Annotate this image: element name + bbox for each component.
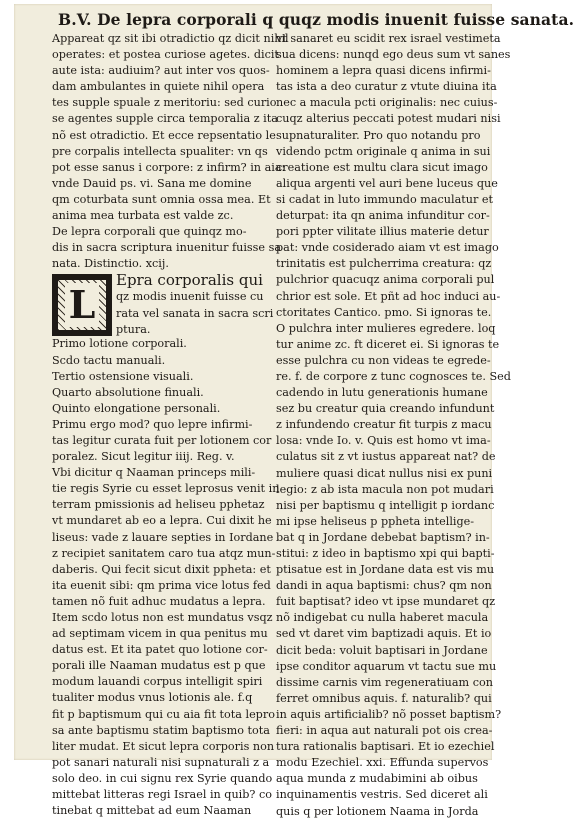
- text-line: sed vt daret vim baptizadi aquis. Et io: [276, 627, 492, 641]
- left-column: [52, 31, 289, 819]
- text-line: Scdo tactu manuali.: [52, 353, 166, 367]
- text-line: fit p baptismum qui cu aia fit tota lepro: [52, 707, 275, 721]
- text-line: ita euenit sibi: qm prima vice lotus fed: [52, 578, 271, 592]
- text-line: Tertio ostensione visuali.: [52, 369, 194, 383]
- text-line: liter mudat. Et sicut lepra corporis non: [52, 739, 275, 753]
- text-line: aute ista: audiuim? aut inter vos quos-: [52, 64, 270, 78]
- text-line: si cadat in luto immundo maculatur et: [276, 192, 493, 206]
- text-line: vnde Dauid ps. vi. Sana me domine: [52, 176, 252, 190]
- text-line: legio: z ab ista macula non pot mudari: [276, 482, 494, 496]
- text-line: videndo pctm originale q anima in sui: [276, 144, 491, 158]
- text-line: fuit baptisat? ideo vt ipse mundaret qz: [276, 595, 496, 609]
- initial-letter: L: [65, 283, 100, 327]
- text-line: Item scdo lotus non est mundatus vsqz: [52, 611, 273, 624]
- right-column: [276, 31, 511, 820]
- text-line: vt sanaret eu scidit rex israel vestimeta: [276, 32, 501, 45]
- text-line: chrior est sole. Et pñt ad hoc induci au-: [276, 289, 501, 303]
- text-line: ctoritates Cantico. pmo. Si ignoras te.: [276, 305, 492, 319]
- text-line: pot sanari naturali nisi supnaturali z a: [52, 755, 270, 769]
- text-line: nõ indigebat cu nulla haberet macula: [276, 611, 489, 625]
- text-line: z recipiet sanitatem caro tua atqz mun-: [52, 546, 276, 560]
- text-line: cadendo in lutu generationis humane: [276, 386, 488, 400]
- text-line: liseus: vade z lauare septies in Iordane: [52, 530, 274, 544]
- text-line: Primo lotione corporali.: [52, 337, 187, 351]
- text-line: sa ante baptismu statim baptismo tota: [52, 723, 270, 737]
- book-page: [14, 4, 574, 818]
- text-line: tamen nõ fuit adhuc mudatus a lepra.: [52, 594, 266, 608]
- text-line: losa: vnde Io. v. Quis est homo vt ima-: [276, 434, 491, 448]
- running-head: B.V. De lepra corporali q quqz modis inuenit fuisse sanata.: [58, 10, 574, 29]
- text-line: pre corpalis intellecta spualiter: vn qs: [52, 144, 268, 158]
- text-line: modum lauandi corpus intelligit spiri: [52, 675, 263, 689]
- text-line: z infundendo creatur fit turpis z macu: [276, 418, 492, 432]
- text-line: deturpat: ita qn anima infunditur cor-: [276, 209, 490, 223]
- text-line: modu Ezechiel. xxi. Effunda supervos: [276, 756, 489, 770]
- text-line: pat: vnde cosiderado aiam vt est imago: [276, 241, 499, 255]
- text-line: dis in sacra scriptura inuenitur fuisse sa: [52, 241, 281, 255]
- text-line: nec a macula pcti originalis: nec cuius-: [276, 96, 498, 110]
- text-line: tur anime zc. ft diceret ei. Si ignoras te: [276, 337, 500, 351]
- text-line: anima mea turbata est valde zc.: [52, 209, 234, 223]
- text-line: daberis. Qui fecit sicut dixit ppheta: et: [52, 562, 271, 576]
- text-line: re. f. de corpore z tunc cognosces te. Sed: [276, 369, 511, 383]
- text-line: aliqua argenti vel auri bene luceus que: [276, 176, 498, 190]
- text-line: fieri: in aqua aut naturali pot ois crea-: [276, 724, 493, 738]
- text-line: dicit beda: voluit baptisari in Jordane: [276, 643, 488, 657]
- text-line: Primu ergo mod? quo lepre infirmi-: [52, 417, 253, 431]
- text-line: operates: et postea curiose agetes. dicit: [52, 48, 279, 62]
- text-line: rata vel sanata in sacra scri: [116, 306, 274, 320]
- left-column-top-text: [52, 31, 289, 272]
- text-line: ipse conditor aquarum vt tactu sue mu: [276, 659, 497, 673]
- text-line: pulchrior quacuqz anima corporali pul: [276, 273, 495, 287]
- text-line: ferret omnibus aquis. f. naturalib? qui: [276, 691, 492, 705]
- text-line: tualiter modus vnus lotionis ale. f.q: [52, 691, 253, 705]
- text-line: aqua munda z mudabimini ab oibus: [276, 772, 478, 786]
- text-line: tas legitur curata fuit per lotionem cor: [52, 433, 272, 447]
- text-line: Quarto absolutione finuali.: [52, 385, 204, 399]
- text-line: Epra corporalis qui: [116, 271, 263, 290]
- left-column-bottom-text: [52, 336, 280, 819]
- text-line: tinebat q mittebat ad eum Naaman: [52, 804, 252, 818]
- decorated-initial-icon: [52, 274, 112, 336]
- text-line: muliere quasi dicat nullus nisi ex puni: [276, 466, 493, 480]
- text-line: datus est. Et ita patet quo lotione cor-: [52, 643, 268, 657]
- text-line: poralez. Sicut legitur iiij. Reg. v.: [52, 450, 235, 464]
- text-line: hominem a lepra quasi dicens infirmi-: [276, 64, 491, 78]
- text-line: tie regis Syrie cu esset leprosus venit in: [52, 482, 280, 496]
- text-line: cuqz alterius peccati potest mudari nisi: [276, 112, 501, 126]
- text-line: dandi in aqua baptismi: chus? qm non: [276, 579, 492, 593]
- text-line: Appareat qz sit ibi otradictio qz dicit nihil: [52, 32, 289, 45]
- text-line: supnaturaliter. Pro quo notandu pro: [276, 128, 481, 142]
- text-line: Vbi dicitur q Naaman princeps mili-: [52, 466, 256, 480]
- text-line: qm coturbata sunt omnia ossa mea. Et: [52, 192, 271, 206]
- text-line: ad septimam vicem in qua penitus mu: [52, 627, 268, 641]
- text-line: bat q in Jordane debebat baptism? in-: [276, 530, 490, 544]
- text-line: culatus sit z vt iustus appareat nat? de: [276, 450, 496, 464]
- text-line: dissime carnis vim regeneratiuam con: [276, 675, 493, 689]
- text-line: mi ipse heliseus p ppheta intellige-: [276, 514, 475, 528]
- text-line: sez bu creatur quia creando infundunt: [276, 402, 495, 416]
- text-line: De lepra corporali que quinqz mo-: [52, 225, 247, 239]
- text-line: ptisatue est in Jordane data est vis mu: [276, 563, 495, 577]
- text-line: nisi per baptismu q intelligit p iordanc: [276, 498, 495, 512]
- text-line: se agentes supple circa temporalia z ita: [52, 112, 278, 126]
- text-line: porali ille Naaman mudatus est p que: [52, 659, 266, 673]
- text-line: pori ppter vilitate illius materie detur: [276, 225, 489, 239]
- text-line: sua dicens: nunqd ego deus sum vt sanes: [276, 48, 511, 62]
- text-line: solo deo. in cui signu rex Syrie quando: [52, 771, 273, 785]
- text-line: terram pmissionis ad heliseu pphetaz: [52, 498, 265, 512]
- text-line: tas ista a deo curatur z vtute diuina ita: [276, 80, 497, 94]
- text-line: inquinamentis vestris. Sed diceret ali: [276, 788, 488, 802]
- text-line: vt mundaret ab eo a lepra. Cui dixit he: [52, 514, 272, 528]
- text-line: in aquis artificialib? nõ posset baptism?: [276, 707, 502, 721]
- text-line: tura rationalis baptisari. Et io ezechiel: [276, 740, 495, 754]
- text-line: tes supple spuale z meritoriu: sed curio: [52, 96, 277, 110]
- text-line: pot esse sanus i corpore: z infirm? in aia:: [52, 160, 286, 174]
- chapter-opening: [52, 271, 274, 336]
- right-column-text: [276, 31, 511, 820]
- text-line: stitui: z ideo in baptismo xpi qui bapti-: [276, 547, 495, 560]
- text-line: qz modis inuenit fuisse cu: [116, 290, 264, 304]
- text-line: Quinto elongatione personali.: [52, 401, 221, 415]
- text-line: O pulchra inter mulieres egredere. loq: [276, 321, 496, 335]
- text-line: creatione est multu clara sicut imago: [276, 160, 488, 174]
- text-line: esse pulchra cu non videas te egrede-: [276, 353, 491, 367]
- text-line: trinitatis est pulcherrima creatura: qz: [276, 257, 492, 271]
- text-line: nõ est otradictio. Et ecce repsentatio le: [52, 128, 276, 142]
- initial-text-lines: [116, 271, 274, 337]
- text-line: ptura.: [116, 322, 151, 336]
- text-line: nata. Distinctio. xcij.: [52, 257, 169, 271]
- text-line: mittebat litteras regi Israel in quib? co: [52, 788, 272, 802]
- text-line: dam ambulantes in quiete nihil opera: [52, 80, 265, 94]
- text-line: quis q per lotionem Naama in Jorda: [276, 804, 479, 818]
